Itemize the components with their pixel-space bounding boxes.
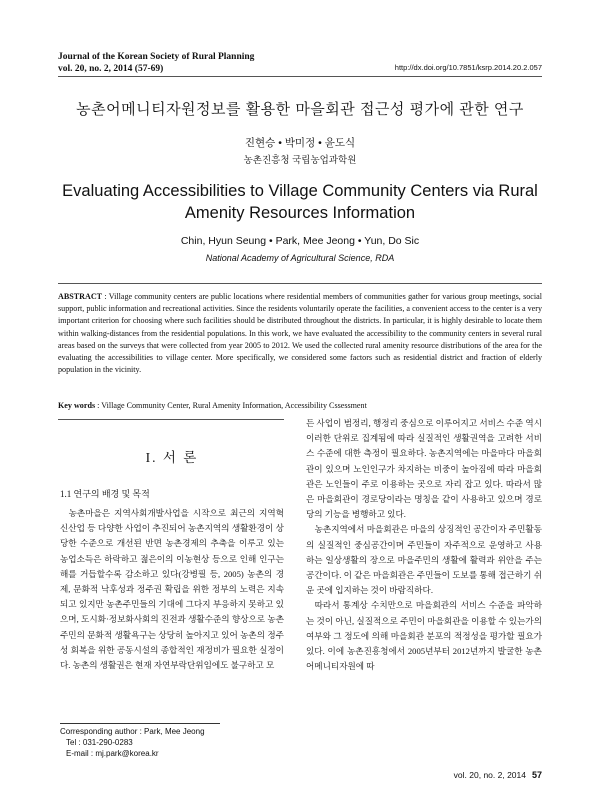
- english-title-line1: Evaluating Accessibilities to Village Community Centers via Rural: [62, 182, 538, 200]
- footnote-email[interactable]: E-mail : mj.park@korea.kr: [66, 749, 159, 758]
- abstract: [58, 291, 542, 376]
- left-paragraph: 농촌마을은 지역사회개발사업을 시작으로 최근의 지역혁신산업 등 다양한 사업이 추진되어 농촌지역의 생활환경이 상당한 수준으로 개선된 반면 농촌경제의 추축을 이루고 있는 농업소득은 하락하고 젊은이의 이농현상 등으로 인해 인구는 해를 거듭할수록 감소하고 있다(강병필 등, 2005) 농촌의 경제, 문화적 낙후성과 정주권 확립을 위한 정부의 노력은 지속되고 있지만 농촌주민들의 기대에 그다지 부응하지 못하고 있으며, 도시화·정보화사회의 진전과 생활수준의 향상으로 농촌주민의 문화적 생활욕구는 상당히 높아지고 있어 농촌의 정주성 회복을 위한 공동시설의 종합적인 재정비가 필요한 실정이다. 농촌의 생활권은 현재 자연부락단위임에도 불구하고 모: [60, 508, 284, 671]
- keywords-label: Key words: [58, 401, 96, 410]
- section-subheading: 1.1 연구의 배경 및 목적: [60, 489, 150, 499]
- korean-affiliation: 농촌진흥청 국립농업과학원: [243, 155, 357, 166]
- korean-title: 농촌어메니티자원정보를 활용한 마을회관 접근성 평가에 관한 연구: [76, 101, 524, 118]
- keywords-text: : Village Community Center, Rural Amenity Information, Accessibility Cssessment: [95, 401, 367, 410]
- footer-issue: vol. 20, no. 2, 2014: [453, 770, 526, 780]
- journal-name: Journal of the Korean Society of Rural Planning: [58, 52, 255, 62]
- page-footer: [454, 770, 542, 780]
- right-column: [306, 416, 542, 674]
- abstract-label: ABSTRACT: [58, 292, 103, 301]
- abstract-text: : Village community centers are public locations where residential members of communities gather for various group meetings, social support, public information and recreational activities. Since the residents voluntarily operate the facilities, a convenient access to the center is a very important criterion for choosing where such facilities should be distributed throughout the districts. In particular, it is highly desirable to locate them within walking-distances from the residential populations. In this work, we have evaluated the accessibility to the community centers in several rural areas based on the surveys that were collected from year 2005 to 2012. We used the collected rural amenity resource distributions of the area for the evaluating the accessibilities to village center. More specifically, we considered some factors such as residential district and fraction of elderly population in the vicinity.: [58, 292, 542, 375]
- english-affiliation: National Academy of Agricultural Science, RDA: [205, 253, 395, 263]
- keywords: [58, 401, 542, 410]
- footnote-rule: [60, 723, 220, 724]
- footnote-corresponding-author: Corresponding author : Park, Mee Jeong: [60, 727, 205, 736]
- page-number: 57: [531, 770, 542, 780]
- footnote: [60, 726, 205, 759]
- header-rule: [58, 76, 542, 77]
- left-column: [60, 506, 284, 673]
- doi-link[interactable]: http://dx.doi.org/10.7851/ksrp.2014.20.2.057: [394, 63, 542, 72]
- keywords-bottom-rule: [58, 419, 284, 420]
- right-paragraph: 따라서 통계상 수치만으로 마을회관의 서비스 수준을 파악하는 것이 아닌, 실질적으로 주민이 마을회관을 이용할 수 있는가의 여부와 그 정도에 의해 마을회관 분포의 적정성을 평가할 필요가 있다. 이에 농촌진흥청에서 2005년부터 2012년까지 발굴한 농촌어메니티자원에 따: [306, 600, 542, 672]
- abstract-top-rule: [58, 283, 542, 284]
- journal-issue: vol. 20, no. 2, 2014 (57-69): [58, 64, 164, 74]
- right-paragraph: 든 사업이 범정리, 행정리 중심으로 이루어지고 서비스 수준 역시 이러한 단위로 집계됨에 따라 실질적인 생활권역을 고려한 서비스 수준에 대한 측정이 필요하다. 농촌지역에는 마을마다 마을회관이 있으며 노인인구가 차지하는 비중이 높아짐에 따라 마을회관은 노인들이 주로 이용하는 곳으로 자리 잡고 있다. 따라서 많은 마을회관이 경로당이라는 명칭을 같이 사용하고 있으며 경로당의 기능을 병행하고 있다.: [306, 418, 542, 520]
- korean-authors: 진현승 • 박미정 • 윤도식: [244, 137, 356, 149]
- section-heading: I. 서 론: [145, 450, 199, 465]
- english-title-line2: Amenity Resources Information: [184, 204, 416, 222]
- journal-header: [58, 51, 254, 75]
- right-paragraph: 농촌지역에서 마을회관은 마을의 상징적인 공간이자 주민활동의 실질적인 중심공간이며 주민들이 자주적으로 운영하고 사용하는 일상생활의 장으로 마을주민의 생활에 활력과 위안을 주는 공간이다. 이 같은 마을회관은 주민들이 도보를 통해 접근하기 쉬운 곳에 입지하는 것이 바람직하다.: [306, 524, 542, 596]
- english-authors: Chin, Hyun Seung • Park, Mee Jeong • Yun, Do Sic: [180, 235, 420, 247]
- footnote-tel: Tel : 031-290-0283: [66, 738, 133, 747]
- english-title: [0, 180, 600, 224]
